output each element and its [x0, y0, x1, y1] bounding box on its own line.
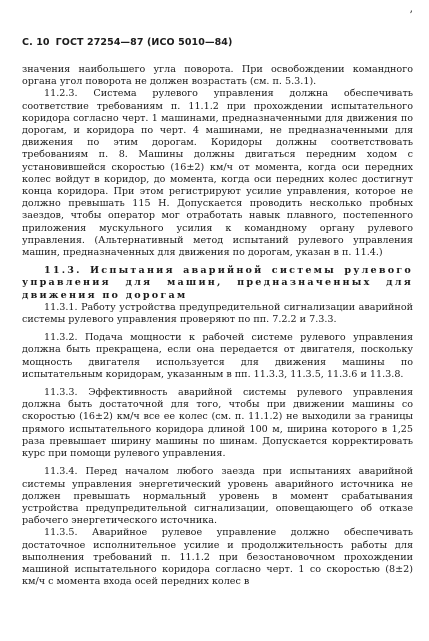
paragraph-11-3-2: 11.3.2. Подача мощности к рабочей системе рулевого управления должна быть прекращена, если она передается от двигателя, поскольку мощность двигателя используется для движения машины по испытательным коридорам, указанным в пп. 11.3.3, 11.3.5, 11.3.6 и 11.3.8.	[22, 332, 413, 380]
page-header	[22, 37, 232, 48]
paragraph-11-3-4: 11.3.4. Перед началом любого заезда при испытаниях аварийной системы управления энергетический уровень аварийного источника не должен превышать нормальный уровень в момент срабатывания устройства предупредительной сигнализации, оповещающего об отказе рабочего энергетического источника.	[22, 466, 413, 527]
paragraph-11-3-5: 11.3.5. Аварийное рулевое управление должно обеспечивать достаточное исполнительное усилие и продолжительность работы для выполнения требований п. 11.1.2 при безостановочном прохождении машиной испытательного коридора согласно черт. 1 со скоростью (8±2) км/ч с момента входа осей передних колес в	[22, 527, 413, 588]
paragraph-11-3-3: 11.3.3. Эффективность аварийной системы рулевого управления должна быть достаточной для того, чтобы при движении машины со скоростью (16±2) км/ч все ее колес (см. п. 11.1.2) не выходили за границы прямого испытательного коридора длиной 100 м, ширина которого в 1,25 раза превышает ширину машины по шинам. Допускается корректировать курс при помощи рулевого управления.	[22, 387, 413, 460]
body-text	[22, 64, 413, 588]
section-heading-11-3: 11.3. Испытания аварийной системы рулевого управления для машин, предназначенных для движения по дорогам	[22, 265, 413, 301]
paragraph-11-2-3: 11.2.3. Система рулевого управления должна обеспечивать соответствие требованиям п. 11.1.2 при прохождении испытательного коридора согласно черт. 1 машинами, предназначенными для движения по дорогам, и коридора по черт. 4 машинами, не предназначенными для движения по этим дорогам. Коридоры должны соответствовать требованиям п. 8. Машины должны двигаться передним ходом с установившейся скоростью (16±2) км/ч от момента, когда оси передних колес войдут в коридор, до момента, когда оси передних колес достигнут конца коридора. При этом регистрируют усилие управления, которое не должно превышать 115 Н. Допускается проводить несколько пробных заездов, чтобы оператор мог отработать навык плавного, постепенного приложения мускульного усилия к командному органу рулевого управления. (Альтернативный метод испытаний рулевого управления машин, предназначенных для движения по дорогам, указан в п. 11.4.)	[22, 88, 413, 259]
page-number: С. 10	[22, 37, 50, 48]
paragraph-continuation: значения наибольшего угла поворота. При освобождении командного органа угол поворота не должен возрастать (см. п. 5.3.1).	[22, 64, 413, 88]
corner-mark: ʼ	[409, 9, 413, 22]
paragraph-11-3-1: 11.3.1. Работу устройства предупредительной сигнализации аварийной системы рулевого управления проверяют по пп. 7.2.2 и 7.3.3.	[22, 301, 413, 326]
standard-designation: ГОСТ 27254—87 (ИСО 5010—84)	[55, 37, 233, 48]
